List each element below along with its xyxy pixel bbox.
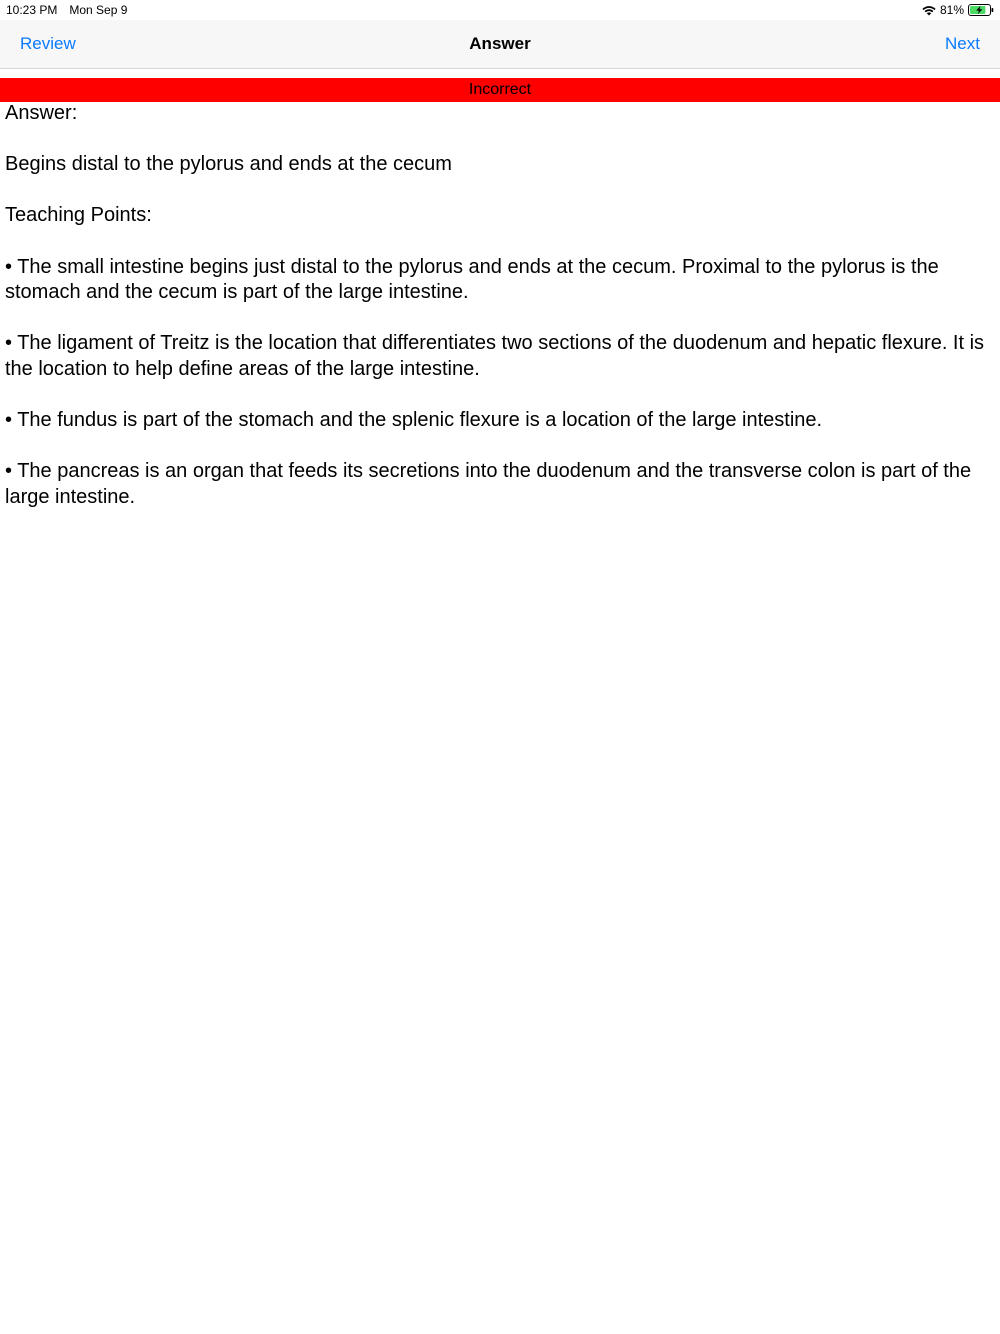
answer-text: Begins distal to the pylorus and ends at the cecum [5,153,452,176]
status-right [922,0,994,20]
page-title: Answer [469,34,531,53]
teaching-point: • The ligament of Treitz is the location that differentiates two sections of the duodenum and hepatic flexure. It is the location to help define areas of the large intestine. [5,332,985,380]
review-button[interactable]: Review [20,34,76,53]
teaching-point: • The fundus is part of the stomach and the splenic flexure is a location of the large intestine. [5,409,823,432]
battery-percent: 81% [939,3,964,17]
teaching-point: • The small intestine begins just distal to the pylorus and ends at the cecum. Proximal to the pylorus is the stomach and the cecum is part of the large intestine. [5,255,939,304]
navigation-bar [0,20,1000,69]
status-bar [0,0,1000,20]
answer-content [5,101,995,536]
teaching-points-heading: Teaching Points: [5,204,152,227]
wifi-icon [922,5,936,16]
answer-heading: Answer: [5,102,78,124]
teaching-point: • The pancreas is an organ that feeds its secretions into the duodenum and the transverse colon is part of the large intestine. [5,460,972,508]
status-date: Mon Sep 9 [69,3,128,17]
status-time: 10:23 PM [6,3,58,17]
next-button[interactable]: Next [945,34,980,53]
status-left [6,0,127,20]
result-banner: Incorrect [0,78,1000,102]
battery-charging-icon [968,4,994,16]
